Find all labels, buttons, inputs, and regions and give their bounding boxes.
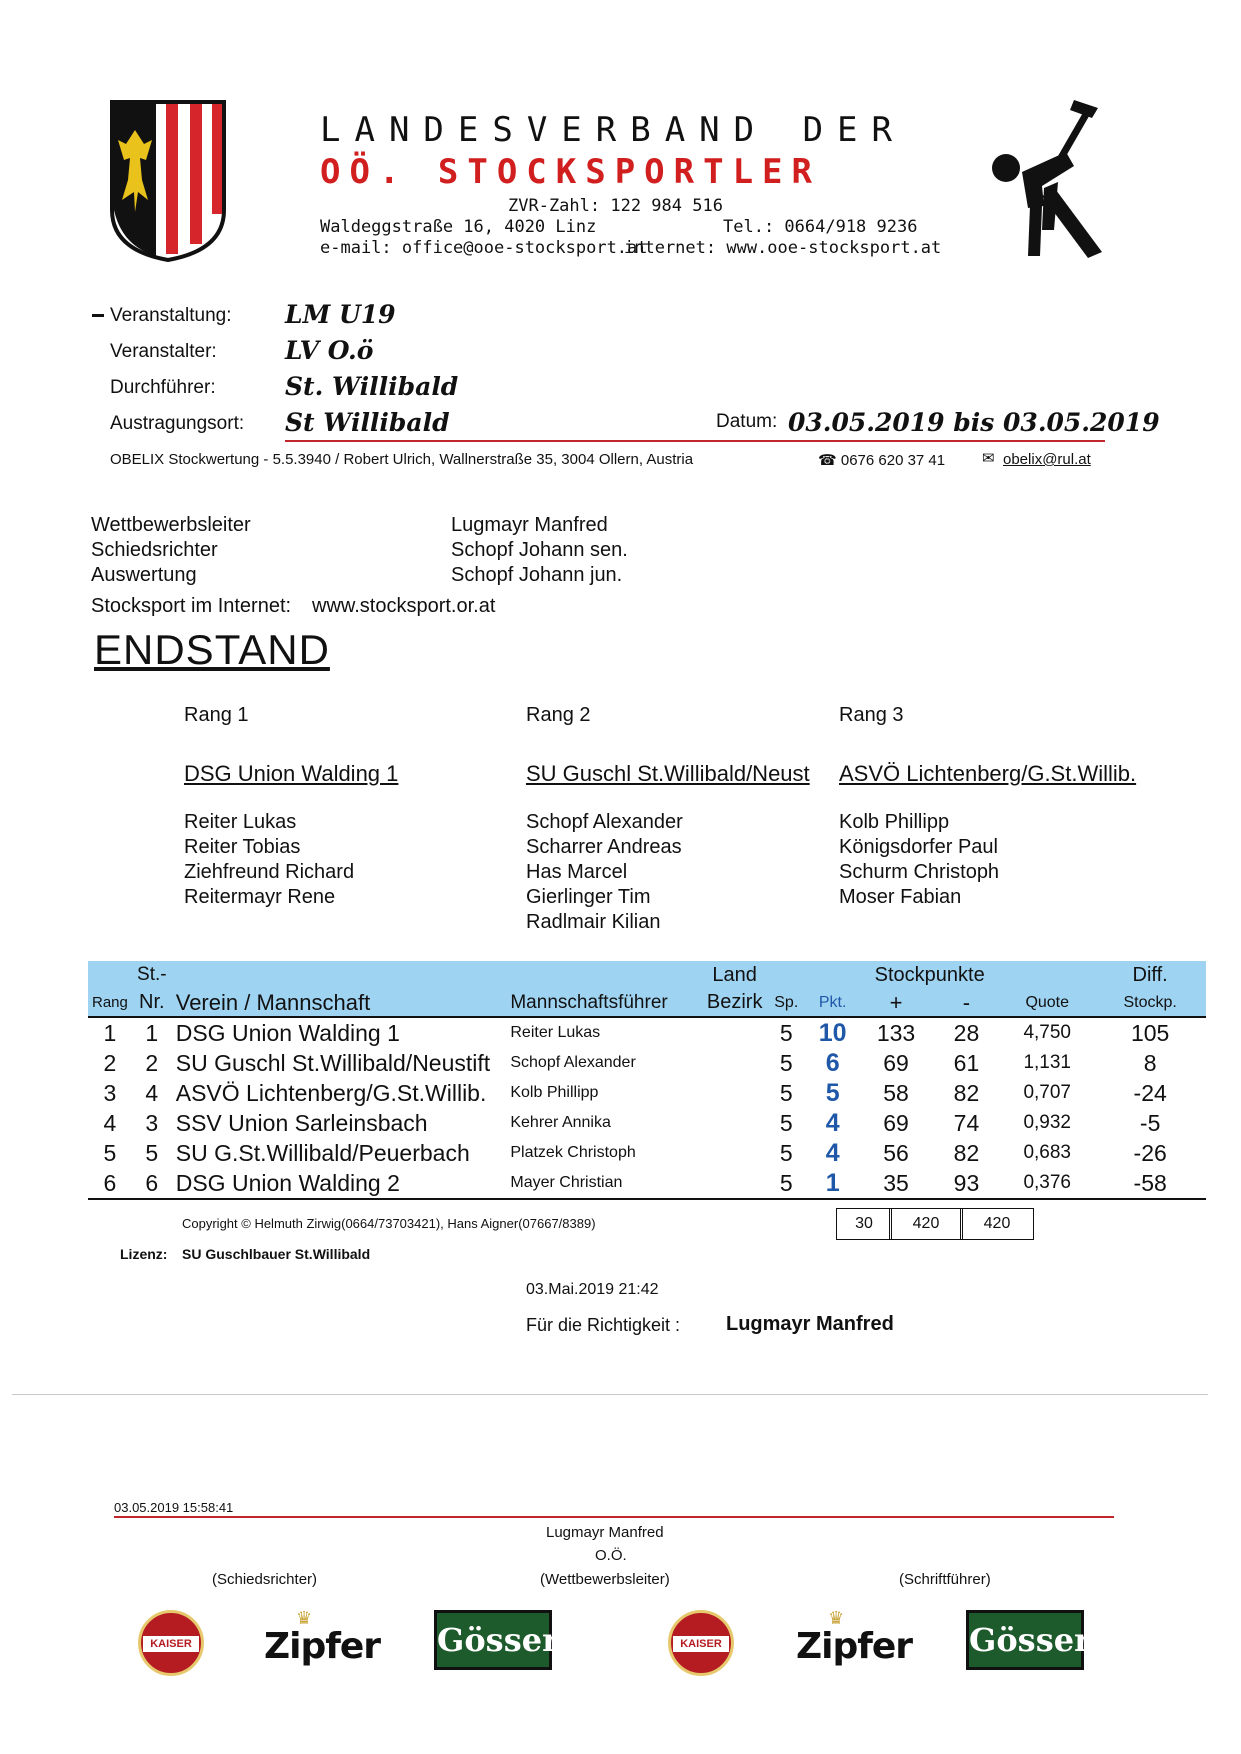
- header-subtitle: OÖ. STOCKSPORTLER: [320, 152, 821, 192]
- internet-url[interactable]: www.stocksport.or.at: [312, 595, 496, 617]
- player: Has Marcel: [526, 861, 628, 883]
- podium-team-1: DSG Union Walding 1: [184, 761, 399, 786]
- cell-quote: 0,707: [1023, 1082, 1071, 1103]
- cell-quote: 0,683: [1023, 1142, 1071, 1163]
- cell-captain: Kolb Phillipp: [510, 1084, 599, 1101]
- cell-quote: 1,131: [1023, 1052, 1071, 1073]
- th-quote: Quote: [1000, 989, 1094, 1017]
- obelix-email[interactable]: obelix@rul.at: [1003, 451, 1091, 468]
- th-diff: Diff.: [1094, 961, 1206, 989]
- cell-nr: 4: [145, 1079, 159, 1106]
- th-minus: -: [933, 989, 1000, 1017]
- th-pkt: Pkt.: [806, 989, 859, 1017]
- podium-rank-2: Rang 2: [526, 704, 591, 726]
- crown-icon: ♛: [828, 1608, 845, 1628]
- veranstalter-label: Veranstalter:: [110, 341, 217, 362]
- veranstaltung-label: Veranstaltung:: [110, 305, 232, 326]
- kaiser-logo-text: KAISER: [673, 1636, 729, 1652]
- cell-minus: 93: [933, 1168, 1000, 1199]
- cell-bezirk: [703, 1138, 767, 1168]
- red-divider-top: [285, 440, 1105, 442]
- th-nr: Nr.: [132, 989, 172, 1017]
- durchfuehrer-value: St. Willibald: [285, 372, 459, 401]
- cell-captain: Reiter Lukas: [510, 1024, 601, 1041]
- player: Reiter Tobias: [184, 836, 301, 858]
- cell-diff: -26: [1133, 1139, 1167, 1166]
- official-role-3: Auswertung: [91, 564, 197, 586]
- label-schriftfuehrer: (Schriftführer): [899, 1571, 991, 1588]
- th-verein: Verein / Mannschaft: [172, 989, 507, 1017]
- printed-date: 03.05.2019 15:58:41: [114, 1500, 234, 1515]
- cell-nr: 6: [132, 1168, 172, 1199]
- th-plus: +: [859, 989, 933, 1017]
- durchfuehrer-label: Durchführer:: [110, 377, 216, 398]
- th-blank: [506, 961, 703, 989]
- th-blank: [766, 961, 806, 989]
- gray-divider: [12, 1394, 1208, 1395]
- cell-team: DSG Union Walding 2: [172, 1168, 507, 1199]
- cell-quote: 0,932: [1023, 1112, 1071, 1133]
- cell-captain: Schopf Alexander: [510, 1054, 636, 1071]
- cell-quote: 4,750: [1023, 1022, 1071, 1043]
- internet-label: Stocksport im Internet:: [91, 595, 292, 617]
- cell-bezirk: [703, 1108, 767, 1138]
- cell-diff: -58: [1094, 1168, 1206, 1199]
- goesser-logo-text: Gösser: [437, 1621, 559, 1659]
- cell-rang: 4: [103, 1109, 117, 1136]
- cell-sp: 5: [779, 1079, 793, 1106]
- cell-bezirk: [703, 1078, 767, 1108]
- podium-team-2: SU Guschl St.Willibald/Neust: [526, 761, 810, 786]
- cell-plus: 133: [876, 1019, 916, 1046]
- zipfer-logo: [794, 1608, 913, 1670]
- cell-plus: 69: [883, 1109, 909, 1136]
- table-row: [88, 1108, 1206, 1138]
- cell-team: ASVÖ Lichtenberg/G.St.Willib.: [175, 1079, 487, 1106]
- red-divider-bottom: [114, 1516, 1114, 1518]
- ort-value: St Willibald: [285, 408, 450, 437]
- cell-pkt: 4: [825, 1138, 840, 1167]
- datum-value: 03.05.2019 bis 03.05.2019: [788, 408, 1160, 437]
- label-schiedsrichter: (Schiedsrichter): [212, 1571, 318, 1588]
- official-name-2: Schopf Johann sen.: [451, 539, 628, 561]
- player: Reiter Lukas: [184, 811, 297, 833]
- zipfer-logo-text: Zipfer: [264, 1626, 381, 1667]
- label-wettbewerbsleiter: (Wettbewerbsleiter): [540, 1571, 670, 1588]
- cell-pkt: 6: [825, 1048, 840, 1077]
- cell-captain: Platzek Christoph: [510, 1144, 636, 1161]
- cell-quote: 0,376: [1000, 1168, 1094, 1199]
- header-title: LANDESVERBAND DER: [320, 110, 906, 150]
- th-blank: [88, 961, 132, 989]
- cell-rang: 6: [88, 1168, 132, 1199]
- cell-nr: 5: [145, 1139, 159, 1166]
- cell-rang: 5: [103, 1139, 117, 1166]
- cell-captain: Kehrer Annika: [510, 1114, 611, 1131]
- cell-sp: 5: [779, 1139, 793, 1166]
- cell-diff: -24: [1133, 1079, 1167, 1106]
- goesser-logo-text: Gösser: [969, 1621, 1091, 1659]
- cell-rang: 2: [103, 1049, 117, 1076]
- player: Kolb Phillipp: [839, 811, 950, 833]
- cell-minus: 28: [953, 1019, 980, 1046]
- richtigkeit-label: Für die Richtigkeit :: [526, 1315, 681, 1335]
- header-phone: Tel.: 0664/918 9236: [723, 217, 918, 237]
- player: Ziehfreund Richard: [184, 861, 355, 883]
- player: Schurm Christoph: [839, 861, 1000, 883]
- obelix-phone: ☎ 0676 620 37 41: [818, 452, 946, 469]
- official-name-3: Schopf Johann jun.: [451, 564, 623, 586]
- cell-rang: 3: [103, 1079, 117, 1106]
- lizenz-label: Lizenz:: [120, 1246, 168, 1262]
- th-land: Land: [703, 961, 767, 989]
- goesser-logo: [434, 1610, 559, 1670]
- richtigkeit-name: Lugmayr Manfred: [726, 1313, 894, 1335]
- th-blank: [172, 961, 507, 989]
- timestamp: 03.Mai.2019 21:42: [526, 1281, 659, 1298]
- cell-minus: 61: [953, 1049, 980, 1076]
- cell-sp: 5: [766, 1168, 806, 1199]
- cell-plus: 58: [883, 1079, 909, 1106]
- cell-nr: 2: [145, 1049, 159, 1076]
- cell-team: SU Guschl St.Willibald/Neustift: [175, 1049, 491, 1076]
- veranstaltung-value: LM U19: [285, 300, 396, 329]
- cell-team: SU G.St.Willibald/Peuerbach: [175, 1139, 470, 1166]
- table-row: [88, 1017, 1206, 1048]
- copyright-text: Copyright © Helmuth Zirwig(0664/73703421), Hans Aigner(07667/8389): [182, 1216, 596, 1231]
- total-minus: 420: [960, 1208, 1034, 1240]
- kaiser-logo: [668, 1610, 734, 1676]
- coat-of-arms-logo: [108, 100, 228, 262]
- player: Radlmair Kilian: [526, 911, 661, 933]
- official-role-1: Wettbewerbsleiter: [91, 514, 251, 536]
- player: Scharrer Andreas: [526, 836, 682, 858]
- table-row: [88, 1048, 1206, 1078]
- th-stockpunkte: Stockpunkte: [859, 961, 1000, 989]
- player: Gierlinger Tim: [526, 886, 651, 908]
- crown-icon: ♛: [296, 1608, 313, 1628]
- cell-minus: 82: [953, 1079, 980, 1106]
- th-blank: [806, 961, 859, 989]
- results-table: [88, 961, 1206, 1200]
- kaiser-logo: [138, 1610, 204, 1676]
- podium-team-3: ASVÖ Lichtenberg/G.St.Willib.: [839, 761, 1137, 786]
- cell-team: SSV Union Sarleinsbach: [175, 1109, 428, 1136]
- cell-pkt: 10: [818, 1018, 847, 1047]
- zipfer-logo: [262, 1608, 381, 1670]
- table-header-row-1: [88, 961, 1206, 989]
- cell-pkt: 4: [825, 1108, 840, 1137]
- footer-name: Lugmayr Manfred: [546, 1524, 664, 1541]
- th-rang: Rang: [88, 989, 132, 1017]
- th-blank: [1000, 961, 1094, 989]
- player: Moser Fabian: [839, 886, 962, 908]
- cell-sp: 5: [779, 1049, 793, 1076]
- podium-players-2: [526, 810, 683, 935]
- player: Königsdorfer Paul: [839, 836, 998, 858]
- mail-icon: ✉: [982, 450, 995, 467]
- cell-rang: 1: [103, 1019, 117, 1046]
- cell-bezirk: [703, 1048, 767, 1078]
- table-header-row-2: [88, 989, 1206, 1017]
- cell-bezirk: [703, 1168, 767, 1199]
- podium-players-3: [839, 810, 999, 910]
- table-row: [88, 1078, 1206, 1108]
- cell-plus: 69: [883, 1049, 909, 1076]
- cell-plus: 56: [883, 1139, 909, 1166]
- veranstalter-value: LV O.ö: [285, 336, 374, 365]
- player: Reitermayr Rene: [184, 886, 336, 908]
- cell-nr: 1: [145, 1019, 159, 1046]
- cell-sp: 5: [779, 1109, 793, 1136]
- player: Schopf Alexander: [526, 811, 683, 833]
- cell-sp: 5: [779, 1019, 793, 1046]
- th-st: St.-: [132, 961, 172, 989]
- cell-minus: 74: [953, 1109, 980, 1136]
- obelix-line: OBELIX Stockwertung - 5.5.3940 / Robert Ulrich, Wallnerstraße 35, 3004 Ollern, Austria: [110, 451, 694, 468]
- cell-pkt: 1: [806, 1168, 859, 1199]
- th-stockp: Stockp.: [1094, 989, 1206, 1017]
- th-mf: Mannschaftsführer: [506, 989, 703, 1017]
- cell-diff: 8: [1143, 1049, 1157, 1076]
- total-pkt: 30: [836, 1208, 892, 1240]
- cell-nr: 3: [145, 1109, 159, 1136]
- cell-plus: 35: [859, 1168, 933, 1199]
- cell-diff: 105: [1130, 1019, 1170, 1046]
- cell-diff: -5: [1139, 1109, 1161, 1136]
- th-bezirk: Bezirk: [703, 989, 767, 1017]
- cell-pkt: 5: [825, 1078, 840, 1107]
- footer-region: O.Ö.: [595, 1547, 627, 1564]
- lizenz-value: SU Guschlbauer St.Willibald: [182, 1246, 371, 1262]
- endstand-title: ENDSTAND: [94, 626, 330, 673]
- cell-bezirk: [703, 1017, 767, 1048]
- podium-rank-3: Rang 3: [839, 704, 904, 726]
- th-sp: Sp.: [766, 989, 806, 1017]
- stocksport-player-icon: [982, 96, 1108, 262]
- header-zvr: ZVR-Zahl: 122 984 516: [508, 196, 723, 216]
- official-role-2: Schiedsrichter: [91, 539, 218, 561]
- official-name-1: Lugmayr Manfred: [451, 514, 608, 536]
- cell-team: DSG Union Walding 1: [175, 1019, 400, 1046]
- cell-captain: Mayer Christian: [506, 1168, 703, 1199]
- bullet-dash: [92, 314, 104, 317]
- ort-label: Austragungsort:: [110, 413, 245, 434]
- zipfer-logo-text: Zipfer: [796, 1626, 913, 1667]
- goesser-logo: [966, 1610, 1091, 1670]
- header-address: Waldeggstraße 16, 4020 Linz: [320, 217, 597, 237]
- datum-label: Datum:: [716, 411, 778, 432]
- header-internet: internet: www.ooe-stocksport.at: [624, 238, 942, 258]
- total-plus: 420: [889, 1208, 963, 1240]
- kaiser-logo-text: KAISER: [143, 1636, 199, 1652]
- podium-rank-1: Rang 1: [184, 704, 249, 726]
- header-email: e-mail: office@ooe-stocksport.at: [320, 238, 648, 258]
- table-row: [88, 1138, 1206, 1168]
- cell-minus: 82: [953, 1139, 980, 1166]
- table-row: [88, 1168, 1206, 1199]
- podium-players-1: [184, 810, 354, 910]
